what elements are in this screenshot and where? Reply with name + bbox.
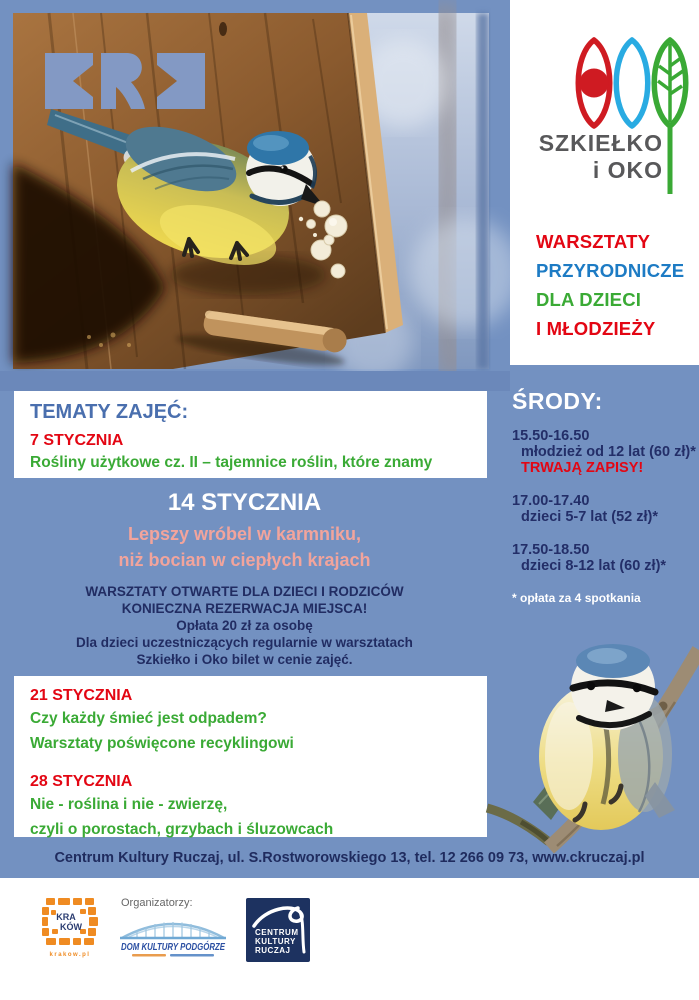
slot-group: dzieci 8-12 lat (60 zł)*: [521, 558, 667, 574]
subtitle-line: I MŁODZIEŻY: [536, 318, 656, 339]
subtitle-line: DLA DZIECI: [536, 289, 642, 310]
jan14-note: WARSZTATY OTWARTE DLA DZIECI I RODZICÓW: [85, 584, 404, 599]
date-jan28: 28 STYCZNIA: [30, 773, 133, 790]
krakow-url: krakow.pl: [49, 952, 91, 958]
slot-group: dzieci 5-7 lat (52 zł)*: [521, 509, 658, 525]
jan14-note: Szkiełko i Oko bilet w cenie zajęć.: [136, 652, 353, 667]
podgorze-name: DOM KULTURY PODGÓRZE: [121, 942, 254, 953]
address-line: Centrum Kultury Ruczaj, ul. S.Rostworowskiego 13, tel. 12 266 09 73, www.ckruczaj.pl: [54, 850, 645, 866]
ckr-line1: CENTRUM: [255, 928, 299, 937]
date-jan14: 14 STYCZNIA: [167, 489, 322, 516]
jan14-title-line1: Lepszy wróbel w karmniku,: [127, 524, 362, 544]
organizers-label: Organizatorzy:: [121, 897, 193, 909]
edge-shade: [477, 13, 489, 369]
brand-panel: [510, 0, 699, 365]
schedule-column: [512, 388, 696, 605]
eye-glint: [281, 166, 283, 168]
schedule-slot: [512, 542, 696, 574]
slot-group: młodzież od 12 lat (60 zł)*: [521, 444, 696, 460]
jan14-note: Dla dzieci uczestniczących regularnie w warsztatach: [76, 635, 413, 650]
ckr-line3: RUCZAJ: [255, 946, 291, 955]
jan14-section: [0, 489, 489, 668]
krakow-text-line1: KRA: [56, 912, 76, 922]
brand-name-line2: i OKO: [592, 157, 663, 183]
jan14-note: KONIECZNA REZERWACJA MIEJSCA!: [121, 601, 368, 616]
topics-panel: [14, 391, 487, 478]
slot-note: TRWAJĄ ZAPISY!: [521, 460, 644, 476]
subtitle-line: PRZYRODNICZE: [536, 260, 685, 281]
contact-line-orange: [132, 954, 166, 957]
cap-shine: [253, 135, 289, 151]
late-topics-panel: [14, 676, 487, 837]
schedule-footnote: * opłata za 4 spotkania: [512, 591, 641, 605]
topic-jan7-title: Rośliny użytkowe cz. II – tajemnice roślin, które znamy: [30, 454, 433, 471]
ckr-line2: KULTURY: [255, 937, 296, 946]
lens-icon: [616, 40, 648, 126]
eye-right: [633, 684, 641, 692]
poster-subtitle: [536, 227, 684, 343]
slot-time: 17.50-18.50: [512, 542, 590, 558]
jan21-line: Warsztaty poświęcone recyklingowi: [30, 735, 294, 752]
eye-left: [587, 682, 595, 690]
dom-kultury-podgorze-logo: [118, 910, 254, 958]
slot-time: 17.00-17.40: [512, 493, 590, 509]
centrum-kultury-ruczaj-logo: [246, 898, 310, 962]
jan21-line: Czy każdy śmieć jest odpadem?: [30, 710, 267, 727]
date-jan7: 7 STYCZNIA: [30, 432, 124, 449]
contact-line-blue: [170, 954, 214, 957]
eye: [280, 165, 288, 173]
cap-shine: [587, 648, 627, 664]
jan28-line: czyli o porostach, grzybach i śluzowcach: [30, 821, 334, 838]
jan28-line: Nie - roślina i nie - zwierzę,: [30, 796, 228, 813]
footer: [0, 878, 699, 1000]
brand-name: [510, 130, 663, 184]
wood-knot: [219, 22, 227, 36]
eye-pupil: [580, 69, 609, 98]
date-jan21: 21 STYCZNIA: [30, 687, 133, 704]
blue-tit-branch-photo: [487, 606, 699, 848]
schedule-slot: [512, 493, 696, 525]
schedule-heading: ŚRODY:: [512, 388, 603, 414]
subtitle-line: WARSZTATY: [536, 231, 651, 252]
jan14-notes: [0, 583, 489, 668]
krakow-text-line2: KÓW: [60, 922, 82, 932]
jan14-note: Opłata 20 zł za osobę: [176, 618, 313, 633]
schedule-slot: [512, 428, 696, 476]
krakow-mosaic-logo: [42, 898, 98, 960]
section-divider-band: [0, 371, 510, 391]
topics-heading: TEMATY ZAJĘĆ:: [30, 401, 189, 423]
jan14-title-line2: niż bocian w ciepłych krajach: [118, 550, 371, 570]
brand-name-line1: SZKIEŁKO: [538, 130, 663, 156]
blue-tit-feeder-photo: [13, 13, 489, 369]
slot-time: 15.50-16.50: [512, 428, 590, 444]
bokeh: [410, 218, 520, 328]
